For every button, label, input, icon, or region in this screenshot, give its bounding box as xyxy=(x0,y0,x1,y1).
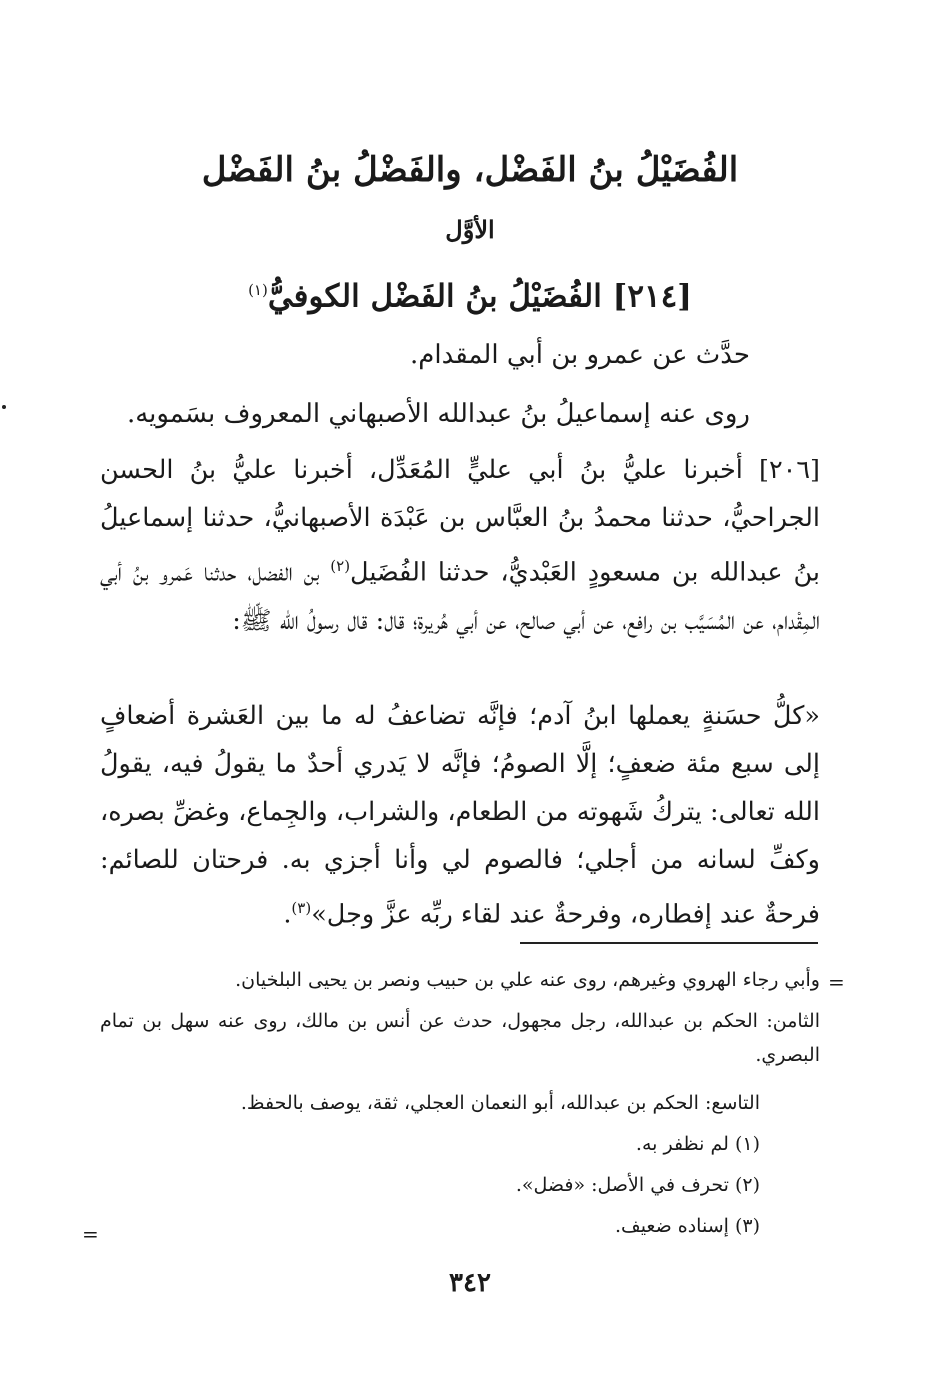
matn-text: «كلُّ حسَنةٍ يعملها ابنُ آدم؛ فإنَّه تضاعفُ له ما بين العَشرة أضعافٍ إلى سبع مئة ضعفٍ؛ إلَّا الصومُ؛ فإنَّه لا يَدري أحدٌ ما يقولُ فيه، يقولُ الله تعالى: يتركُ شَهوته من الطعام، والشراب، والجِماع، وغضِّ بصره، وكفِّ لسانه من أجلي؛ فالصوم لي وأنا أجزي به. فرحتان للصائم: فرحةٌ عند إفطاره، وفرحةٌ عند لقاء ربِّه عزَّ وجل» xyxy=(100,701,820,930)
bottom-continuation-mark: = xyxy=(82,1222,99,1246)
entry-heading xyxy=(0,262,940,324)
isnad-text-2: بن الفضل، حدثنا عَمرو بنُ أبي المِقْدام، عن المُسَيَّب بن رافع، عن أبي صالح، عن أبي هُريرة؛ قال: قال رسولُ الله ﷺ: xyxy=(100,557,820,636)
footnote-1: (١) لم نظفر به. xyxy=(635,1133,760,1155)
continuation-mark: = xyxy=(828,970,845,994)
isnad-text-1: [٢٠٦] أخبرنا عليُّ بنُ أبي عليٍّ المُعَدِّل، أخبرنا عليُّ بنُ الحسن الجراحيُّ، حدثنا محمدُ بنُ العبَّاس بن عَبْدَة الأصبهانيُّ، حدثنا إسماعيلُ بنُ عبدالله بن مسعودٍ العَبْديُّ، حدثنا الفُضَيل xyxy=(100,455,820,588)
footnote-continuation: وأبي رجاء الهروي وغيرهم، روى عنه علي بن حبيب ونصر بن يحيى البلخيان. xyxy=(235,969,820,991)
footnote-ref-1: (١) xyxy=(248,281,268,299)
matn-end: . xyxy=(283,899,292,930)
scan-speck xyxy=(2,405,6,409)
chapter-title: الفُضَيْلُ بنُ الفَضْل، والفَضْلُ بنُ الفَضْل xyxy=(201,150,739,190)
footnote-eighth: الثامن: الحكم بن عبدالله، رجل مجهول، حدث عن أنس بن مالك، روى عنه سهل بن تمام البصري. xyxy=(100,1010,820,1066)
page-number: ٣٤٢ xyxy=(449,1268,491,1298)
footnote-ninth: التاسع: الحكم بن عبدالله، أبو النعمان العجلي، ثقة، يوصف بالحفظ. xyxy=(240,1092,760,1114)
footnote-separator xyxy=(520,942,818,944)
narrated-from-line: حدَّث عن عمرو بن أبي المقدام. xyxy=(410,340,750,370)
hadith-isnad xyxy=(100,446,820,645)
footnote-2: (٢) تحرف في الأصل: «فضل». xyxy=(515,1174,760,1196)
footnote-ref-2: (٢) xyxy=(330,557,351,575)
footnote-ref-3: (٣) xyxy=(291,899,312,917)
narrated-by-line: روى عنه إسماعيلُ بنُ عبدالله الأصبهاني المعروف بسَمويه. xyxy=(126,399,750,429)
section-subtitle: الأوَّل xyxy=(445,215,495,244)
hadith-matn xyxy=(100,692,820,939)
entry-heading-text: [٢١٤] الفُضَيْلُ بنُ الفَضْل الكوفيُّ xyxy=(267,278,692,315)
footnote-3: (٣) إسناده ضعيف. xyxy=(614,1215,760,1237)
